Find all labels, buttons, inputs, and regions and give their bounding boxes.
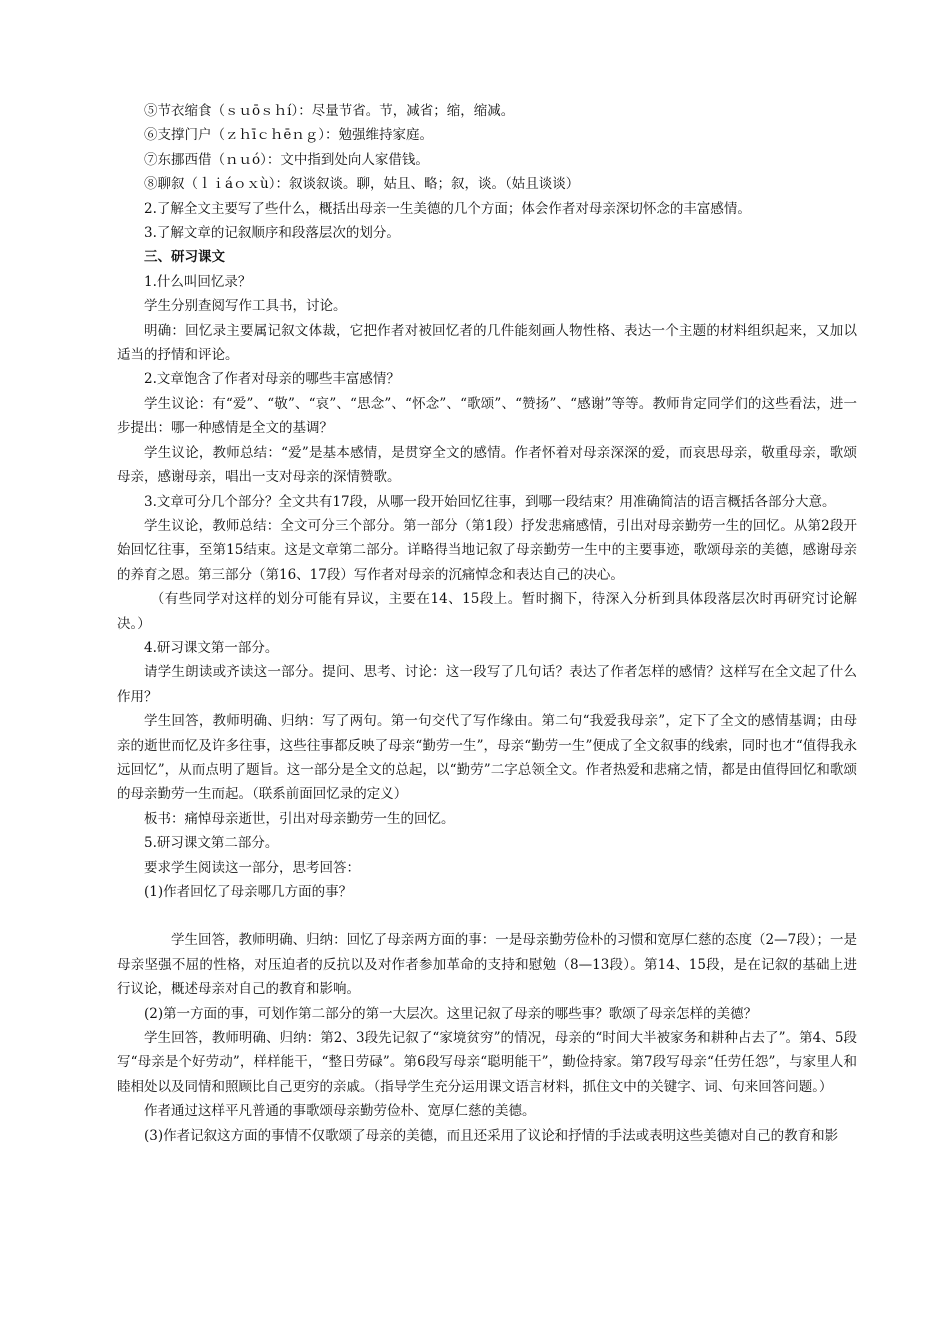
paragraph: 要求学生阅读这一部分，思考回答： [144, 859, 360, 876]
question-1: 1.什么叫回忆录？ [144, 273, 252, 290]
paragraph: 学生分别查阅写作工具书，讨论。 [144, 298, 347, 315]
sub-question-2: (2)第一方面的事，可划作第二部分的第一大层次。这里记叙了母亲的哪些事？歌颂了母亲怎样的美德？ [144, 1005, 758, 1022]
paragraph: 学生回答，教师明确、归纳：回忆了母亲两方面的事：一是母亲勤劳俭朴的习惯和宽厚仁慈的态度（2—7段）；一是母亲坚强不屈的性格，对压迫者的反抗以及对作者参加革命的支持和慰勉（8—13段）。第14、15段，是在记叙的基础上进行议论，概述母亲对自己的教育和影响。 [117, 932, 857, 998]
objective-3: 3.了解文章的记叙顺序和段落层次的划分。 [144, 225, 400, 242]
paragraph: 作者通过这样平凡普通的事歌颂母亲勤劳俭朴、宽厚仁慈的美德。 [144, 1103, 536, 1120]
objective-2: 2.了解全文主要写了些什么，概括出母亲一生美德的几个方面；体会作者对母亲深切怀念的丰富感情。 [144, 200, 751, 217]
paragraph-note: （有些同学对这样的划分可能有异议，主要在14、15段上。暂时搁下，待深入分析到具体段落层次时再研究讨论解决。） [117, 591, 857, 632]
paragraph: 学生回答，教师明确、归纳：写了两句。第一句交代了写作缘由。第二句“我爱我母亲”，定下了全文的感情基调；由母亲的逝世而忆及许多往事，这些往事都反映了母亲“勤劳一生”，母亲“勤劳一生”便成了全文叙事的线索，同时也才“值得我永远回忆”，从而点明了题旨。这一部分是全文的总起，以“勤劳”二字总领全文。作者热爱和悲痛之情，都是由值得回忆和歌颂的母亲勤劳一生而起。（联系前面回忆录的定义） [117, 713, 857, 803]
question-4: 4.研习课文第一部分。 [144, 639, 279, 656]
paragraph: 学生议论，教师总结：“爱”是基本感情，是贯穿全文的感情。作者怀着对母亲深深的爱，而哀思母亲，敬重母亲，歌颂母亲，感谢母亲，唱出一支对母亲的深情赞歌。 [117, 444, 857, 486]
section-heading: 三、研习课文 [144, 249, 225, 266]
document-body [117, 99, 857, 1148]
blank-gap [117, 904, 857, 928]
question-5: 5.研习课文第二部分。 [144, 835, 279, 852]
paragraph: 明确：回忆录主要属记叙文体裁，它把作者对被回忆者的几件能刻画人物性格、表达一个主题的材料组织起来，又加以适当的抒情和评论。 [117, 322, 857, 364]
paragraph: 学生议论，教师总结：全文可分三个部分。第一部分（第1段）抒发悲痛感情，引出对母亲勤劳一生的回忆。从第2段开始回忆往事，至第15结束。这是文章第二部分。详略得当地记叙了母亲勤劳一生中的主要事迹，歌颂母亲的美德，感谢母亲的养育之恩。第三部分（第16、17段）写作者对母亲的沉痛悼念和表达自己的决心。 [117, 517, 857, 583]
sub-question-1: (1)作者回忆了母亲哪几方面的事？ [144, 884, 353, 900]
question-3: 3.文章可分几个部分？全文共有17段，从哪一段开始回忆往事，到哪一段结束？用准确简洁的语言概括各部分大意。 [144, 493, 836, 510]
annotation-8: ⑧聊叙（ｌｉáｏｘù）：叙谈叙谈。聊，姑且、略；叙，谈。（姑且谈谈） [144, 176, 580, 193]
paragraph: 请学生朗读或齐读这一部分。提问、思考、讨论：这一段写了几句话？表达了作者怎样的感情？这样写在全文起了什么作用？ [117, 664, 857, 705]
paragraph: 学生议论：有“爱”、“敬”、“哀”、“思念”、“怀念”、“歌颂”、“赞扬”、“感谢”等等。教师肯定同学们的这些看法，进一步提出：哪一种感情是全文的基调？ [117, 395, 857, 437]
paragraph: 学生回答，教师明确、归纳：第2、3段先记叙了“家境贫穷”的情况，母亲的“时间大半被家务和耕种占去了”。第4、5段写“母亲是个好劳动”，样样能干，“整日劳碌”。第6段写母亲“聪明能干”，勤俭持家。第7段写母亲“任劳任怨”，与家里人和睦相处以及同情和照顾比自己更穷的亲戚。（指导学生充分运用课文语言材料，抓住文中的关键字、词、句来回答问题。） [117, 1030, 857, 1095]
annotation-5: ⑤节衣缩食（ｓｕōｓｈí）：尽量节省。节，减省；缩，缩减。 [144, 103, 515, 119]
annotation-7: ⑦东挪西借（ｎｕó）：文中指到处向人家借钱。 [144, 151, 429, 168]
board-note: 板书：痛悼母亲逝世，引出对母亲勤劳一生的回忆。 [144, 810, 455, 827]
question-2: 2.文章饱含了作者对母亲的哪些丰富感情？ [144, 371, 400, 388]
annotation-6: ⑥支撑门户（ｚｈīｃｈēｎｇ）：勉强维持家庭。 [144, 127, 434, 144]
sub-question-3: (3)作者记叙这方面的事情不仅歌颂了母亲的美德，而且还采用了议论和抒情的手法或表明这些美德对自己的教育和影 [144, 1127, 839, 1144]
